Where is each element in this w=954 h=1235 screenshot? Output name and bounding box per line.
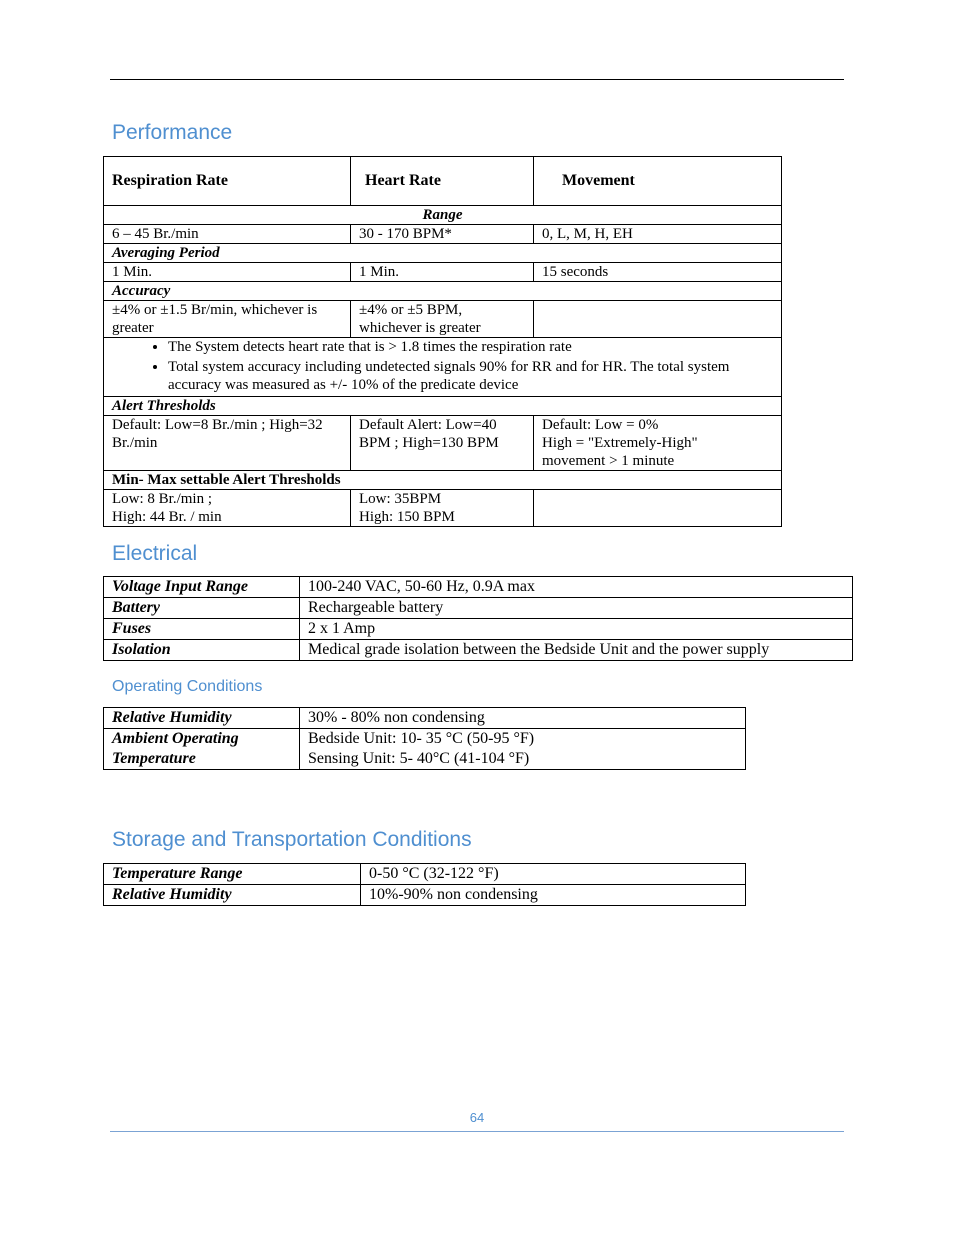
averaging-mv: 15 seconds	[534, 263, 782, 282]
minmax-hr	[351, 490, 534, 527]
electrical-value: 2 x 1 Amp	[300, 619, 853, 640]
storage-table	[103, 863, 746, 906]
operating-value: 30% - 80% non condensing	[300, 708, 746, 729]
table-row	[104, 206, 782, 225]
table-row	[104, 885, 746, 906]
accuracy-rr: ±4% or ±1.5 Br/min, whichever is greater	[104, 301, 351, 338]
table-row	[104, 338, 782, 397]
operating-value-line: Sensing Unit: 5- 40°C (41-104 °F)	[308, 750, 530, 767]
averaging-rr: 1 Min.	[104, 263, 351, 282]
operating-key-line: Ambient Operating	[112, 730, 239, 747]
averaging-hr: 1 Min.	[351, 263, 534, 282]
accuracy-mv	[534, 301, 782, 338]
minmax-hr-line: High: 150 BPM	[359, 509, 455, 525]
range-hr: 30 - 170 BPM*	[351, 225, 534, 244]
storage-key: Temperature Range	[104, 864, 361, 885]
header-movement: Movement	[534, 157, 782, 206]
minmax-hr-line: Low: 35BPM	[359, 491, 442, 507]
header-heart-rate: Heart Rate	[351, 157, 534, 206]
notes-cell	[104, 338, 782, 397]
minmax-mv	[534, 490, 782, 527]
electrical-heading: Electrical	[112, 542, 198, 565]
operating-key: Relative Humidity	[104, 708, 300, 729]
table-row	[104, 577, 853, 598]
range-rr: 6 – 45 Br./min	[104, 225, 351, 244]
table-row	[104, 708, 746, 729]
minmax-label: Min- Max settable Alert Thresholds	[104, 471, 782, 490]
electrical-value: Rechargeable battery	[300, 598, 853, 619]
table-row	[104, 301, 782, 338]
table-row	[104, 244, 782, 263]
averaging-label: Averaging Period	[104, 244, 782, 263]
performance-heading: Performance	[112, 121, 233, 144]
table-row	[104, 263, 782, 282]
alert-rr	[104, 416, 351, 471]
note-item: • The System detects heart rate that is > 1.8 times the respiration rate	[168, 338, 773, 356]
operating-table	[103, 707, 746, 770]
page-number: 64	[469, 1110, 485, 1125]
header-rule	[110, 79, 844, 80]
table-row	[104, 490, 782, 527]
operating-key-line: Temperature	[112, 750, 196, 767]
minmax-rr	[104, 490, 351, 527]
table-row	[104, 598, 853, 619]
table-row	[104, 471, 782, 490]
alert-rr-line: Default: Low=8 Br./min ; High=32	[112, 417, 323, 433]
header-respiration-rate: Respiration Rate	[104, 157, 351, 206]
footer-rule	[110, 1131, 844, 1132]
note-item: • Total system accuracy including undetected signals 90% for RR and for HR. The total system accuracy was measured as +/- 10% of the predicate device	[168, 358, 773, 394]
operating-heading: Operating Conditions	[112, 678, 263, 695]
alert-mv	[534, 416, 782, 471]
operating-key	[104, 729, 300, 770]
electrical-value: Medical grade isolation between the Bedside Unit and the power supply	[300, 640, 853, 661]
alert-hr-line: BPM ; High=130 BPM	[359, 435, 499, 451]
electrical-key: Battery	[104, 598, 300, 619]
accuracy-hr: ±4% or ±5 BPM, whichever is greater	[351, 301, 534, 338]
electrical-value: 100-240 VAC, 50-60 Hz, 0.9A max	[300, 577, 853, 598]
table-row	[104, 282, 782, 301]
table-row	[104, 225, 782, 244]
alert-hr	[351, 416, 534, 471]
storage-key: Relative Humidity	[104, 885, 361, 906]
range-mv: 0, L, M, H, EH	[534, 225, 782, 244]
operating-value	[300, 729, 746, 770]
alert-mv-line: Default: Low = 0%	[542, 417, 659, 433]
alert-hr-line: Default Alert: Low=40	[359, 417, 497, 433]
operating-value-line: Bedside Unit: 10- 35 °C (50-95 °F)	[308, 730, 535, 747]
alert-rr-line: Br./min	[112, 435, 158, 451]
table-row	[104, 157, 782, 206]
alert-mv-line: movement > 1 minute	[542, 453, 675, 469]
table-row	[104, 864, 746, 885]
storage-value: 0-50 °C (32-122 °F)	[361, 864, 746, 885]
electrical-table	[103, 576, 853, 661]
storage-value: 10%-90% non condensing	[361, 885, 746, 906]
notes-list	[112, 338, 773, 394]
alert-label: Alert Thresholds	[104, 397, 782, 416]
table-row	[104, 729, 746, 770]
electrical-key: Voltage Input Range	[104, 577, 300, 598]
range-label: Range	[104, 206, 782, 225]
accuracy-label: Accuracy	[104, 282, 782, 301]
electrical-key: Fuses	[104, 619, 300, 640]
table-row	[104, 397, 782, 416]
electrical-key: Isolation	[104, 640, 300, 661]
performance-table	[103, 156, 782, 527]
minmax-rr-line: High: 44 Br. / min	[112, 509, 222, 525]
table-row	[104, 416, 782, 471]
alert-mv-line: High = "Extremely-High"	[542, 435, 698, 451]
storage-heading: Storage and Transportation Conditions	[112, 828, 472, 851]
table-row	[104, 640, 853, 661]
table-row	[104, 619, 853, 640]
minmax-rr-line: Low: 8 Br./min ;	[112, 491, 213, 507]
